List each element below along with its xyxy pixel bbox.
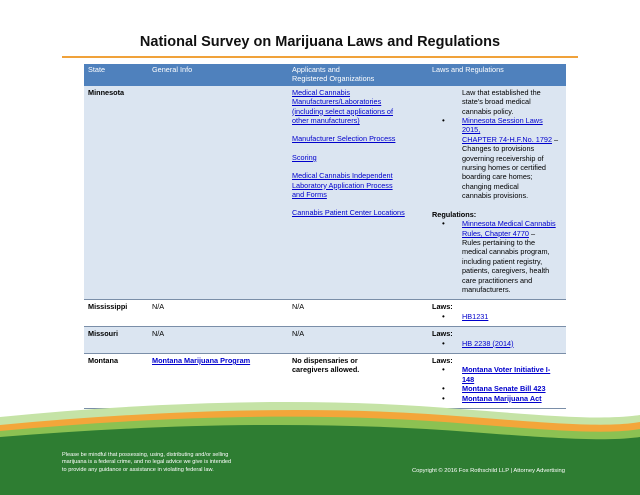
laws-table [84, 64, 566, 409]
link-hb-2238[interactable]: HB 2238 (2014) [462, 338, 514, 348]
laws-mississippi [428, 300, 566, 327]
link-montana-marijuana-program[interactable]: Montana Marijuana Program [152, 355, 251, 365]
link-montana-marijuana-act[interactable]: Montana Marijuana Act [462, 393, 542, 403]
laws-list-minnesota [432, 88, 562, 201]
law-text-line: changing medical [462, 181, 519, 191]
table-row-mississippi [84, 300, 566, 327]
link-medical-cannabis-manufacturers[interactable] [292, 88, 424, 126]
law-dash: – [552, 134, 559, 144]
law-text-line: boarding care homes; [462, 172, 533, 182]
header-applicants-line1: Applicants and [292, 65, 340, 74]
state-minnesota: Minnesota [84, 86, 148, 300]
title-divider [62, 56, 578, 58]
link-line: Rules, Chapter 4770 [462, 228, 529, 238]
link-line: CHAPTER 74-H.F.No. 1792 [462, 134, 553, 144]
link-line: other manufacturers) [292, 116, 360, 126]
laws-heading: Laws: [432, 302, 453, 312]
footer-copyright: Copyright © 2016 Fox Rothschild LLP | Attorney Advertising [412, 468, 565, 474]
link-chapter-4770[interactable] [462, 229, 529, 238]
header-general-info: General Info [148, 64, 288, 86]
law-text-line: state's broad medical [462, 97, 531, 107]
laws-list-missouri [432, 339, 562, 348]
link-manufacturer-selection-process[interactable] [292, 134, 424, 143]
link-session-laws-2015[interactable] [462, 116, 543, 134]
header-applicants-line2: Registered Organizations [292, 74, 375, 84]
general-minnesota [148, 86, 288, 300]
regulations-heading: Regulations: [432, 209, 477, 219]
link-scoring[interactable] [292, 153, 424, 162]
regulations-list-minnesota [432, 219, 562, 294]
regulation-text-line: manufacturers. [462, 284, 511, 294]
laws-heading: Laws: [432, 329, 453, 339]
link-line: Manufacturers/Laboratories [292, 97, 382, 107]
regulation-text-line: care practitioners and [462, 275, 533, 285]
link-line: Manufacturer Selection Process [292, 134, 396, 144]
laws-minnesota [428, 86, 566, 300]
law-item [432, 312, 562, 321]
link-chapter-74[interactable] [462, 135, 552, 144]
applicants-mississippi: N/A [288, 300, 428, 327]
regulation-text-line: patients, caregivers, health [462, 266, 550, 276]
table-row-missouri [84, 327, 566, 354]
table-row-minnesota [84, 86, 566, 300]
page-title: National Survey on Marijuana Laws and Regulations [139, 34, 501, 50]
link-line: Scoring [292, 152, 317, 162]
applicants-minnesota [288, 86, 428, 300]
link-line: Laboratory Application Process [292, 180, 393, 190]
link-independent-laboratory-application[interactable] [292, 171, 424, 199]
laws-heading: Laws: [432, 355, 453, 365]
regulation-dash: – [528, 228, 536, 238]
laws-missouri [428, 327, 566, 354]
law-text-line: Law that established the [462, 87, 541, 97]
disclaimer-line: marijuana is a federal crime, and no legal advice we give is intended [62, 459, 232, 466]
law-item [432, 339, 562, 348]
law-intro [432, 88, 562, 116]
law-text-line: governing receivership of [462, 153, 544, 163]
link-line: Medical Cannabis [292, 87, 351, 97]
law-item [432, 384, 562, 393]
link-mn-medical-cannabis-rules[interactable] [462, 219, 556, 228]
link-line: Medical Cannabis Independent [292, 171, 393, 181]
link-line: Minnesota Session Laws 2015, [462, 116, 543, 135]
link-line: Minnesota Medical Cannabis [462, 219, 556, 229]
disclaimer-line: to provide any guidance or assistance in violating federal law. [62, 466, 214, 473]
header-laws: Laws and Regulations [428, 64, 566, 86]
law-text-line: cannabis policy. [462, 106, 514, 116]
link-senate-bill-423[interactable]: Montana Senate Bill 423 [462, 384, 546, 394]
regulation-text-line: including patient registry, [462, 256, 543, 266]
link-line: and Forms [292, 190, 327, 200]
disclaimer-line: Please be mindful that possessing, using, distributing and/or selling [62, 452, 229, 458]
link-hb1231[interactable]: HB1231 [462, 311, 489, 321]
footer-wave-graphic [0, 395, 640, 495]
link-line: (including select applications of [292, 106, 393, 116]
general-missouri: N/A [148, 327, 288, 354]
law-item [432, 365, 562, 384]
footer-disclaimer [62, 452, 262, 474]
general-mississippi: N/A [148, 300, 288, 327]
regulation-text-line: medical cannabis program, [462, 247, 550, 257]
header-applicants [288, 64, 428, 86]
link-line: Cannabis Patient Center Locations [292, 208, 405, 218]
laws-list-mississippi [432, 312, 562, 321]
state-mississippi: Mississippi [84, 300, 148, 327]
state-montana: Montana [84, 353, 148, 408]
law-session-laws-2015 [432, 116, 562, 201]
law-text-line: Changes to provisions [462, 144, 535, 154]
regulation-text-line: Rules pertaining to the [462, 237, 536, 247]
applicants-text-line: No dispensaries or [292, 355, 358, 365]
table-header-row [84, 64, 566, 86]
applicants-missouri: N/A [288, 327, 428, 354]
header-state: State [84, 64, 148, 86]
state-missouri: Missouri [84, 327, 148, 354]
law-text-line: nursing homes or certified [462, 163, 546, 173]
link-voter-initiative-i148[interactable]: Montana Voter Initiative I-148 [462, 365, 551, 384]
applicants-text-line: caregivers allowed. [292, 365, 360, 375]
regulation-chapter-4770 [432, 219, 562, 294]
link-cannabis-patient-center-locations[interactable] [292, 208, 424, 217]
law-text-line: cannabis provisions. [462, 191, 529, 201]
